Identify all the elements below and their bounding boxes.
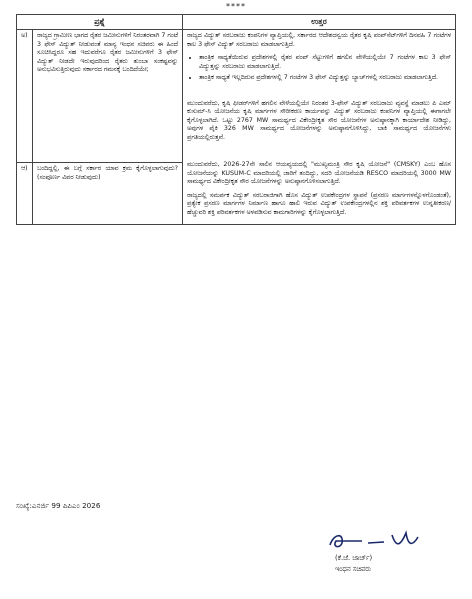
answer-paragraph-kusum: ಮುಂದುವರೆದು, ಕೃಷಿ ಫೀಡರ್‌ಗಳಿಗೆ ಹಗಲಿನ ವೇಳೆಯಲ್ಲಿಯೇ ನಿರಂತರ 3-ಫೇಸ್ ವಿದ್ಯುತ್ ಸರಬರಾಜು ವ್ಯವಸ್ಥೆ ಮಾಡಲು ಪಿ ಎಮ್ ಕುಸುಮ್-ಸಿ ಯೋಜನೆಯ ಕೃಷಿ ಮಾರ್ಗಗಳ ಸೌರೀಕರಣ ಕಾರ್ಯವನ್ನು ವಿದ್ಯುತ್ ಸರಬರಾಜು ಕಂಪನಿಗಳ ವ್ಯಾಪ್ತಿಯಲ್ಲಿ ಈಗಾಗಲೇ ಕೈಗೊಳ್ಳಲಾಗಿದೆ. ಒಟ್ಟು 2767 MW ಸಾಮರ್ಥ್ಯದ ವಿಕೇಂದ್ರೀಕೃತ ಸೌರ ಯೋಜನೆಗಳ ಅನುಷ್ಠಾನಕ್ಕಾಗಿ ಕಾರ್ಯಾದೇಶ ನೀಡಿದ್ದು, ಅವುಗಳ ಪೈಕಿ 326 MW ಸಾಮರ್ಥ್ಯದ ಯೋಜನೆಗಳನ್ನು ಅನುಷ್ಠಾನಗೊಳಿಸಿದ್ದು, ಬಾಕಿ ಸಾಮರ್ಥ್ಯದ ಯೋಜನೆಗಳು ಪ್ರಗತಿಯಲ್ಲಿರುತ್ತವೆ. [187,99,451,141]
table-row [17,30,456,163]
question-column-header: ಪ್ರಶ್ನೆ [17,15,183,30]
reference-number: ಸಂಖ್ಯೆ:ಎನರ್ಜಿ 99 ಪಿಪಿಎಂ 2026 [16,501,101,510]
question-text: ರಾಜ್ಯದ ಗ್ರಾಮೀಣ ಭಾಗದ ರೈತರ ಜಮೀನುಗಳಿಗೆ ನಿರಂತರವಾಗಿ 7 ಗಂಟೆ 3 ಫೇಸ್ ವಿದ್ಯುತ್ ನೀಡುವಂತೆ ಮಾನ್ಯ ಇಂಧನ ಸಚಿವರು ಈ ಹಿಂದೆ ಸೂಚಿಸಿದ್ದರೂ ಸಹ ಇದುವರೆಗೂ ರೈತರ ಜಮೀನುಗಳಿಗೆ 3 ಫೇಸ್ ವಿದ್ಯುತ್ ನೀಡದೇ ಇರುವುದರಿಂದ ರೈತರು ತುಂಬಾ ಸಂಕಷ್ಟವನ್ನು ಅನುಭವಿಸುತ್ತಿರುವುದು ಸರ್ಕಾರದ ಗಮನಕ್ಕೆ ಬಂದಿದೆಯೇ; [33,30,183,163]
signatory-name: (ಕೆ.ಜೆ. ಜಾರ್ಜ್) [335,554,373,562]
question-answer-table [16,14,456,225]
header-marks: **** [226,2,246,11]
signatory-title: ಇಂಧನ ಸಚಿವರು [335,565,372,573]
answer-column-header: ಉತ್ತರ [183,15,456,30]
answer-paragraph-cmsky: ಮುಂದುವರೆದು, 2026-27ನೇ ಸಾಲಿನ ಆಯವ್ಯಯದಲ್ಲಿ "ಮುಖ್ಯಮಂತ್ರಿ ಸೌರ ಕೃಷಿ ಯೋಜನೆ" (CMSKY) ಎಂಬ ಹೊಸ ಯೋಜನೆಯನ್ನು KUSUM-C ಮಾದರಿಯಲ್ಲಿ ಜಾರಿಗೆ ತಂದಿದ್ದು, ಸದರಿ ಯೋಜನೆಯಡಿ RESCO ಮಾದರಿಯಲ್ಲಿ 3000 MW ಸಾಮರ್ಥ್ಯದ ವಿಕೇಂದ್ರೀಕೃತ ಸೌರ ಯೋಜನೆಗಳನ್ನು ಅನುಷ್ಠಾನಗೊಳಿಸಲಾಗುತ್ತಿದೆ. [187,161,451,186]
signature-icon [322,525,442,555]
answer-bullet-list [187,54,451,83]
answer-bullet: • ತಾಂತ್ರಿಕ ಸಾಧ್ಯತೆ ಇಲ್ಲದಿರುವ ಪ್ರದೇಶಗಳಲ್ಲಿ 7 ಗಂಟೆಗಳ 3 ಫೇಸ್ ವಿದ್ಯುತ್ತನ್ನು ಬ್ಯಾಚ್‌ಗಳಲ್ಲಿ ಸರಬರಾಜು ಮಾಡಲಾಗುತ್ತಿದೆ. [199,74,451,83]
table-header-row [17,15,456,30]
answer-paragraph-infrastructure: ರಾಜ್ಯದಲ್ಲಿ ಸಮರ್ಪಕ ವಿದ್ಯುತ್ ಸರಬರಾಜಿಗಾಗಿ ಹೊಸ ವಿದ್ಯುತ್ ಉಪಕೇಂದ್ರಗಳ ಸ್ಥಾಪನೆ (ಪ್ರಸರಣ ಮಾರ್ಗಗಳನ್ನೊಳಗೊಂಡಂತೆ), ಪ್ರತ್ಯೇಕ ಪ್ರಸರಣ ಮಾರ್ಗಗಳ ನಿರ್ಮಾಣ ಹಾಗೂ ಹಾಲಿ ಇರುವ ವಿದ್ಯುತ್ ಉಪಕೇಂದ್ರಗಳಲ್ಲಿನ ಶಕ್ತಿ ಪರಿವರ್ತಕಗಳ ಉನ್ನತೀಕರಣ/ ಹೆಚ್ಚುವರಿ ಶಕ್ತಿ ಪರಿವರ್ತಕಗಳ ಅಳವಡಿಸುವ ಕಾಮಗಾರಿಗಳನ್ನು ಕೈಗೊಳ್ಳಲಾಗುತ್ತಿದೆ. [187,191,451,216]
question-number: ಅ) [17,30,33,163]
answer-intro: ರಾಜ್ಯದ ವಿದ್ಯುತ್ ಸರಬರಾಜು ಕಂಪನಿಗಳ ವ್ಯಾಪ್ತಿಯಲ್ಲಿ, ಸರ್ಕಾರದ ಆದೇಶದನ್ವಯ ರೈತರ ಕೃಷಿ ಪಂಪ್‌ಸೆಟ್‌ಗಳಿಗೆ ದಿನವಹಿ 7 ಗಂಟೆಗಳ ಕಾಲ 3 ಫೇಸ್ ವಿದ್ಯುತ್ ಸರಬರಾಜು ಮಾಡಲಾಗುತ್ತಿದೆ. [187,32,451,48]
answer-bullet: • ತಾಂತ್ರಿಕ ಸಾಧ್ಯತೆಯಿರುವ ಪ್ರದೇಶಗಳಲ್ಲಿ ರೈತರ ಪಂಪ್ ಸೆಟ್ಟುಗಳಿಗೆ ಹಗಲಿನ ವೇಳೆಯಲ್ಲಿಯೇ 7 ಗಂಟೆಗಳ ಕಾಲ 3 ಫೇಸ್ ವಿದ್ಯುತ್ತನ್ನು ಸರಬರಾಜು ಮಾಡಲಾಗುತ್ತಿದೆ. [199,54,451,71]
question-number: ಆ) [17,163,33,225]
answer-cell [183,30,456,225]
question-text: ಬಂದಿದ್ದಲ್ಲಿ, ಈ ಬಗ್ಗೆ ಸರ್ಕಾರ ಯಾವ ಕ್ರಮ ಕೈಗೊಳ್ಳಲಾಗುವುದು? (ಸಂಪೂರ್ಣ ವಿವರ ನೀಡುವುದು) [33,163,183,225]
